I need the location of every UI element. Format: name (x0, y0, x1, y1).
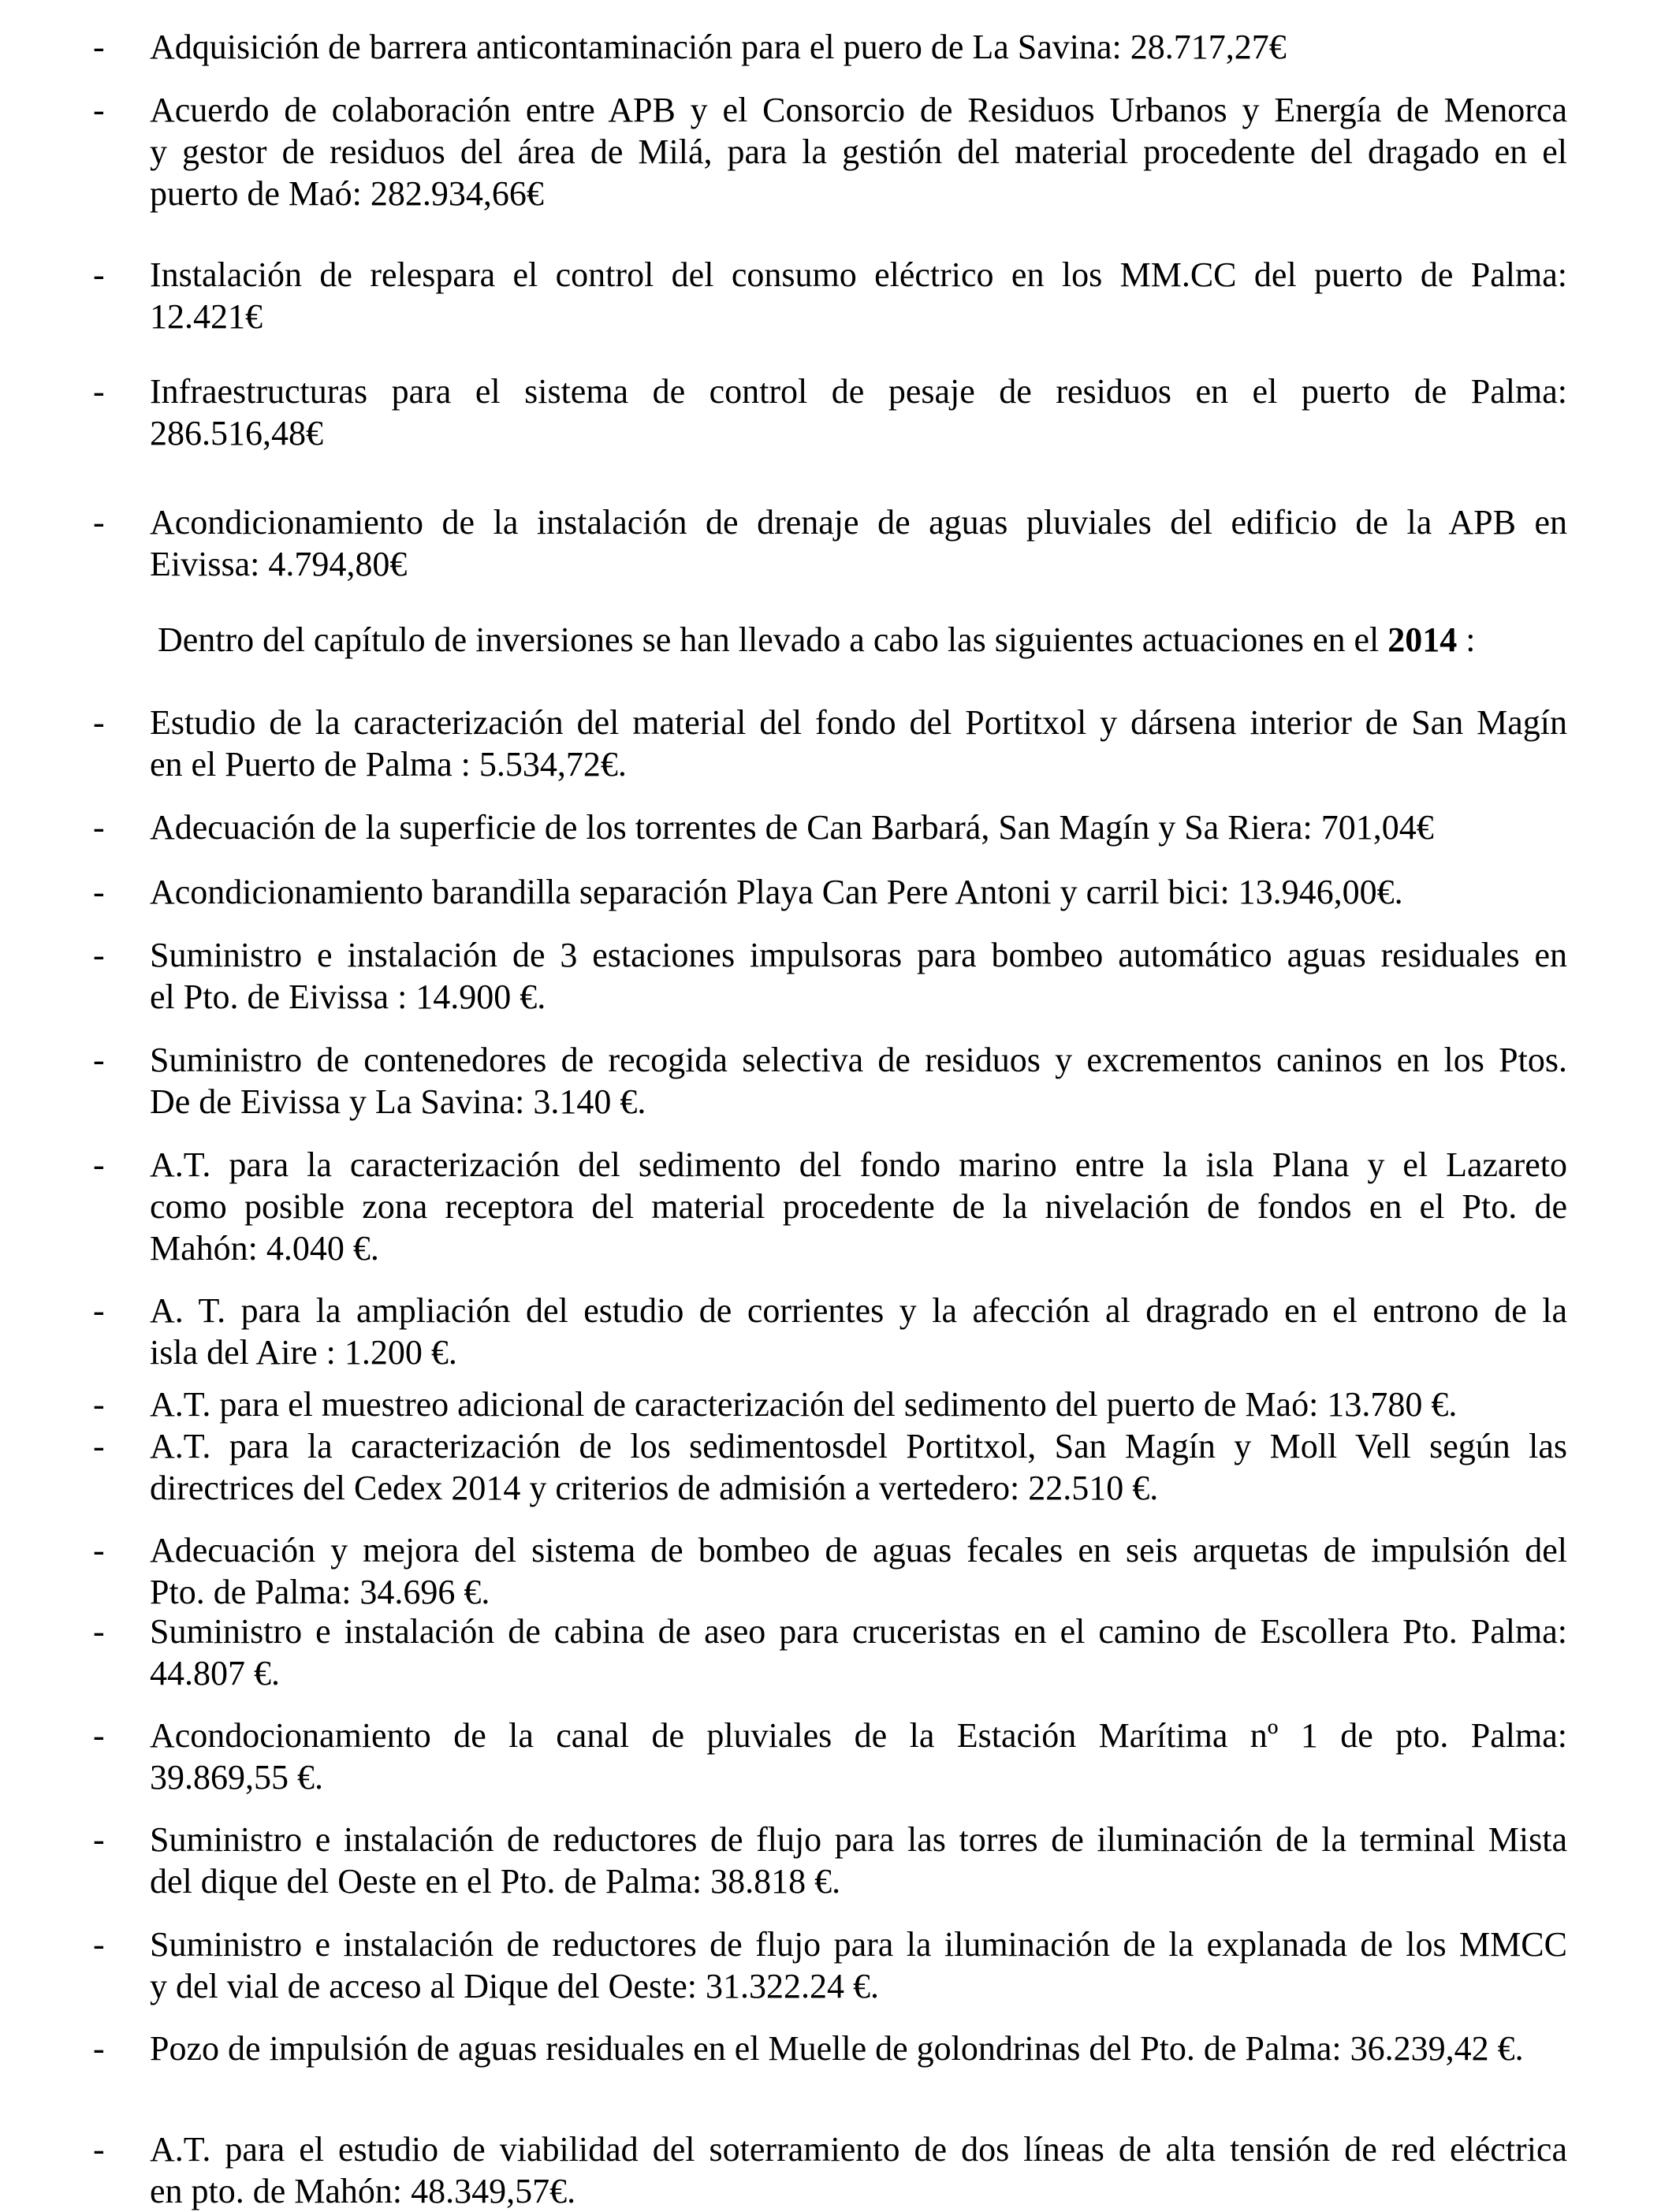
bullet-dash: - (93, 1531, 105, 1570)
list-item-text (150, 806, 1567, 848)
text-line: A.T. para el muestreo adicional de caracterización del sedimento del puerto de Maó: 13.780 €. (150, 1385, 1458, 1424)
bullet-dash: - (93, 936, 105, 974)
bullet-dash: - (93, 1041, 105, 1079)
bullet-dash: - (93, 2029, 105, 2068)
bullet-dash: - (93, 372, 105, 411)
text-line: A.T. para la caracterización de los sedimentosdel Portitxol, San Magín y Moll Vell según las (150, 1427, 1567, 1465)
list-item-text (150, 2028, 1567, 2069)
list-item-text (150, 26, 1567, 68)
text-line: isla del Aire : 1.200 €. (150, 1333, 457, 1372)
bullet-dash: - (93, 255, 105, 294)
intro-suffix: : (1457, 620, 1476, 659)
text-line: Adecuación de la superficie de los torrentes de Can Barbará, San Magín y Sa Riera: 701,04€ (150, 808, 1434, 847)
list-item-text (150, 1611, 1567, 1694)
text-line: Pozo de impulsión de aguas residuales en el Muelle de golondrinas del Pto. de Palma: 36.239,42 €. (150, 2029, 1524, 2068)
text-line: Suministro de contenedores de recogida selectiva de residuos y excrementos caninos en los Ptos. (150, 1041, 1567, 1079)
text-line: Acondicionamiento barandilla separación Playa Can Pere Antoni y carril bici: 13.946,00€. (150, 873, 1403, 911)
text-line: Infraestructuras para el sistema de control de pesaje de residuos en el puerto de Palma: (150, 372, 1567, 411)
list-item-text (150, 501, 1567, 585)
list-item-text (150, 1425, 1567, 1509)
bullet-dash: - (93, 808, 105, 847)
text-line: 286.516,48€ (150, 414, 323, 452)
bullet-dash: - (93, 1145, 105, 1184)
text-line: Instalación de relespara el control del consumo eléctrico en los MM.CC del puerto de Palma: (150, 255, 1567, 294)
intro-year: 2014 (1387, 620, 1458, 659)
text-line: Suministro e instalación de 3 estaciones impulsoras para bombeo automático aguas residuales en (150, 936, 1567, 974)
bullet-dash: - (93, 2130, 105, 2169)
text-line: A. T. para la ampliación del estudio de corrientes y la afección al dragrado en el entrono de la (150, 1291, 1567, 1330)
text-line: el Pto. de Eivissa : 14.900 €. (150, 978, 546, 1016)
list-item-text (150, 1923, 1567, 2007)
text-line: del dique del Oeste en el Pto. de Palma: 38.818 €. (150, 1862, 841, 1901)
bullet-dash: - (93, 1291, 105, 1330)
text-line: Adecuación y mejora del sistema de bombeo de aguas fecales en seis arquetas de impulsión del (150, 1531, 1567, 1570)
text-line: en el Puerto de Palma : 5.534,72€. (150, 745, 627, 784)
bullet-dash: - (93, 28, 105, 66)
intro-text: Dentro del capítulo de inversiones se han llevado a cabo las siguientes actuaciones en el (158, 620, 1388, 659)
bullet-dash: - (93, 703, 105, 742)
bullet-dash: - (93, 873, 105, 911)
list-item-text (150, 1529, 1567, 1613)
list-item-text (150, 371, 1567, 454)
bullet-dash: - (93, 1716, 105, 1755)
list-item-text (150, 254, 1567, 337)
bullet-dash: - (93, 1612, 105, 1651)
list-item-text (150, 2128, 1567, 2212)
list-item-text (150, 934, 1567, 1018)
text-line: 12.421€ (150, 297, 263, 336)
list-item-text (150, 1715, 1567, 1798)
text-line: puerto de Maó: 282.934,66€ (150, 174, 544, 213)
list-item-text (150, 702, 1567, 785)
text-line: Suministro e instalación de cabina de aseo para cruceristas en el camino de Escollera Pto. Palma: (150, 1612, 1567, 1651)
text-line: y gestor de residuos del área de Milá, para la gestión del material procedente del dragado en el (150, 132, 1567, 171)
text-line: De de Eivissa y La Savina: 3.140 €. (150, 1082, 646, 1121)
text-line: Pto. de Palma: 34.696 €. (150, 1573, 490, 1611)
text-line: Acondocionamiento de la canal de pluviales de la Estación Marítima nº 1 de pto. Palma: (150, 1716, 1567, 1755)
text-line: Mahón: 4.040 €. (150, 1229, 379, 1268)
list-item-text (150, 1819, 1567, 1902)
bullet-dash: - (93, 1925, 105, 1964)
text-line: Suministro e instalación de reductores de flujo para las torres de iluminación de la terminal Mista (150, 1820, 1567, 1859)
bullet-dash: - (93, 1820, 105, 1859)
text-line: Acondicionamiento de la instalación de drenaje de aguas pluviales del edificio de la APB en (150, 503, 1567, 542)
bullet-dash: - (93, 91, 105, 129)
list-item-text (150, 1290, 1567, 1373)
text-line: directrices del Cedex 2014 y criterios de admisión a vertedero: 22.510 €. (150, 1469, 1159, 1507)
text-line: A.T. para la caracterización del sedimento del fondo marino entre la isla Plana y el Lazareto (150, 1145, 1567, 1184)
list-item-text (150, 871, 1567, 913)
list-item-text (150, 1383, 1567, 1425)
text-line: Acuerdo de colaboración entre APB y el Consorcio de Residuos Urbanos y Energía de Menorca (150, 91, 1567, 129)
text-line: 39.869,55 €. (150, 1758, 323, 1797)
bullet-dash: - (93, 503, 105, 542)
list-item-text (150, 1144, 1567, 1269)
text-line: como posible zona receptora del material procedente de la nivelación de fondos en el Pto. de (150, 1187, 1567, 1226)
text-line: 44.807 €. (150, 1654, 280, 1693)
text-line: Estudio de la caracterización del material del fondo del Portitxol y dársena interior de San Magín (150, 703, 1567, 742)
intro-paragraph (158, 619, 1475, 661)
text-line: y del vial de acceso al Dique del Oeste: 31.322.24 €. (150, 1967, 879, 2005)
text-line: Suministro e instalación de reductores de flujo para la iluminación de la explanada de los MMCC (150, 1925, 1567, 1964)
text-line: en pto. de Mahón: 48.349,57€. (150, 2172, 576, 2210)
text-line: Adquisición de barrera anticontaminación para el puero de La Savina: 28.717,27€ (150, 28, 1287, 66)
bullet-dash: - (93, 1427, 105, 1465)
list-item-text (150, 1039, 1567, 1123)
text-line: A.T. para el estudio de viabilidad del soterramiento de dos líneas de alta tensión de red eléctrica (150, 2130, 1567, 2169)
text-line: Eivissa: 4.794,80€ (150, 545, 408, 583)
bullet-dash: - (93, 1385, 105, 1424)
list-item-text (150, 89, 1567, 214)
